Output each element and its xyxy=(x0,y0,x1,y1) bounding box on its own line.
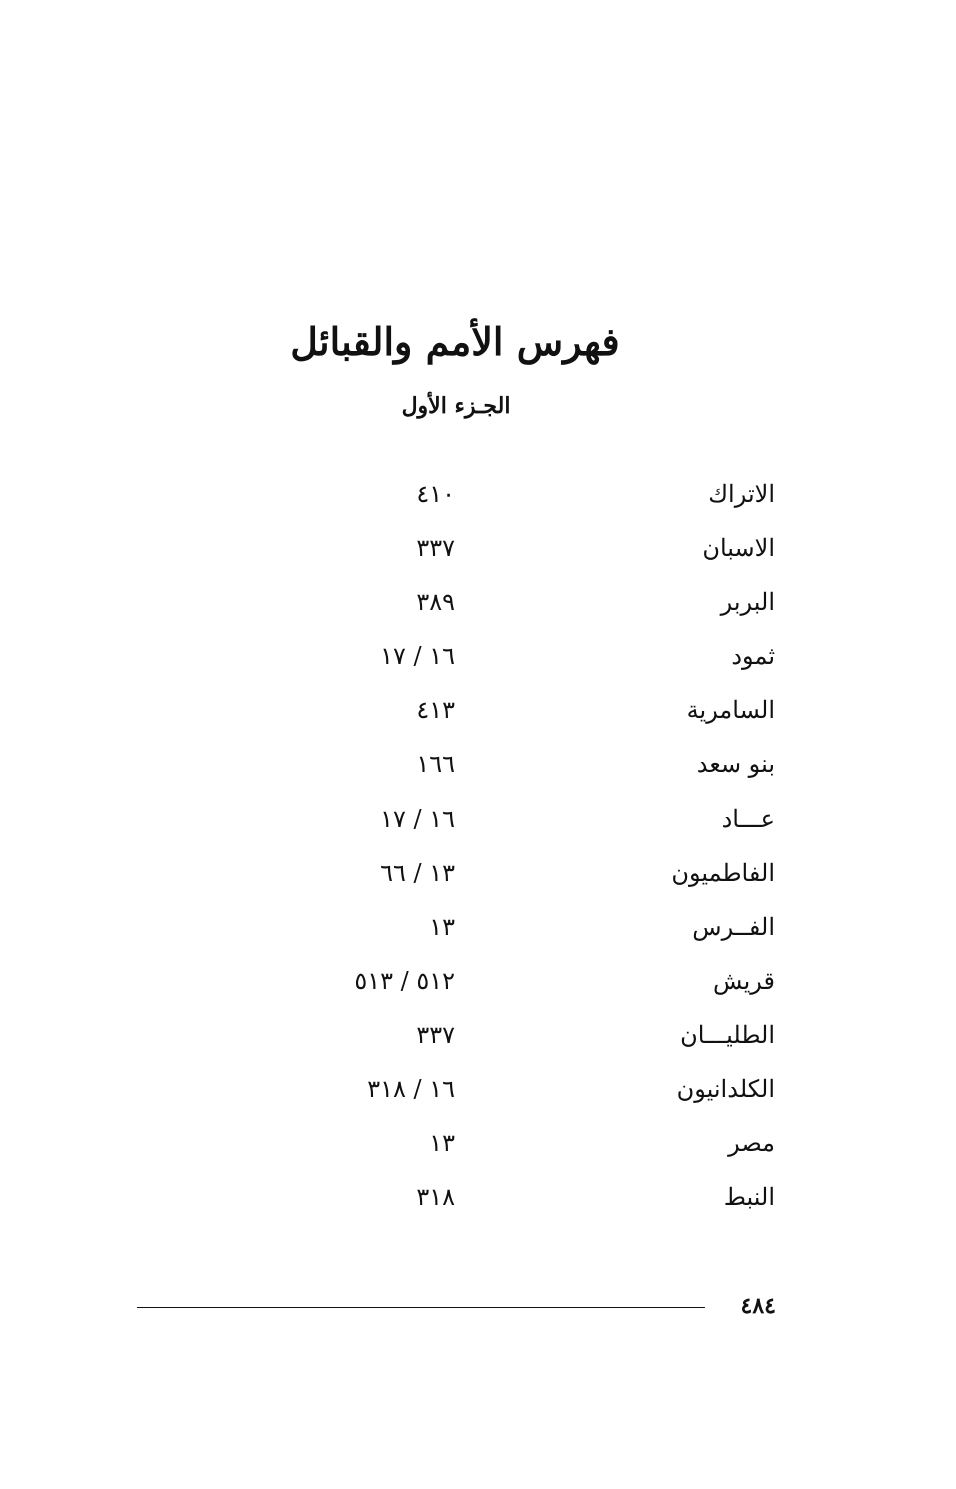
index-entry xyxy=(300,1008,775,1062)
index-entry xyxy=(300,1170,775,1224)
index-entry xyxy=(300,629,775,683)
index-entry xyxy=(300,683,775,737)
entry-pages: ٣١٨ xyxy=(416,1183,455,1212)
entry-pages: ١٦ / ٣١٨ xyxy=(367,1075,455,1104)
entry-pages: ٥١٢ / ٥١٣ xyxy=(354,966,455,995)
index-entry xyxy=(300,900,775,954)
index-list xyxy=(300,467,775,1224)
entry-pages: ١٦ / ١٧ xyxy=(380,642,455,671)
entry-name: الطليـــان xyxy=(680,1020,775,1049)
entry-pages: ٣٨٩ xyxy=(416,588,455,617)
index-entry xyxy=(300,575,775,629)
index-entry xyxy=(300,954,775,1008)
index-entry xyxy=(300,737,775,791)
entry-name: البربر xyxy=(720,588,775,617)
entry-pages: ١٣ xyxy=(429,912,455,941)
entry-name: ثمود xyxy=(731,642,775,671)
entry-name: مصر xyxy=(728,1129,775,1158)
entry-pages: ٣٣٧ xyxy=(416,534,455,563)
entry-pages: ١٦٦ xyxy=(416,750,455,779)
entry-pages: ١٣ xyxy=(429,1129,455,1158)
entry-name: السامرية xyxy=(686,696,775,725)
entry-pages: ٤١٠ xyxy=(416,480,455,508)
page-number: ٤٨٤ xyxy=(740,1293,776,1319)
entry-name: عـــاد xyxy=(721,804,775,833)
page-title: فهرس الأمم والقبائل xyxy=(290,319,620,364)
index-entry xyxy=(300,467,775,521)
index-entry xyxy=(300,792,775,846)
entry-name: الفــرس xyxy=(692,912,775,941)
entry-name: الكلدانيون xyxy=(676,1075,775,1104)
entry-pages: ٣٣٧ xyxy=(416,1020,455,1049)
footer-divider xyxy=(137,1307,705,1308)
entry-name: قريش xyxy=(713,966,775,995)
entry-pages: ١٦ / ١٧ xyxy=(380,804,455,833)
entry-name: الاتراك xyxy=(708,480,775,508)
index-entry xyxy=(300,846,775,900)
entry-pages: ٤١٣ xyxy=(416,696,455,725)
index-entry xyxy=(300,521,775,575)
entry-name: بنو سعد xyxy=(696,750,775,779)
entry-pages: ١٣ / ٦٦ xyxy=(380,858,455,887)
volume-subtitle: الجـزء الأول xyxy=(401,393,511,419)
index-entry xyxy=(300,1062,775,1116)
entry-name: الاسبان xyxy=(702,534,775,563)
index-entry xyxy=(300,1116,775,1170)
entry-name: الفاطميون xyxy=(671,858,775,887)
entry-name: النبط xyxy=(723,1183,775,1212)
